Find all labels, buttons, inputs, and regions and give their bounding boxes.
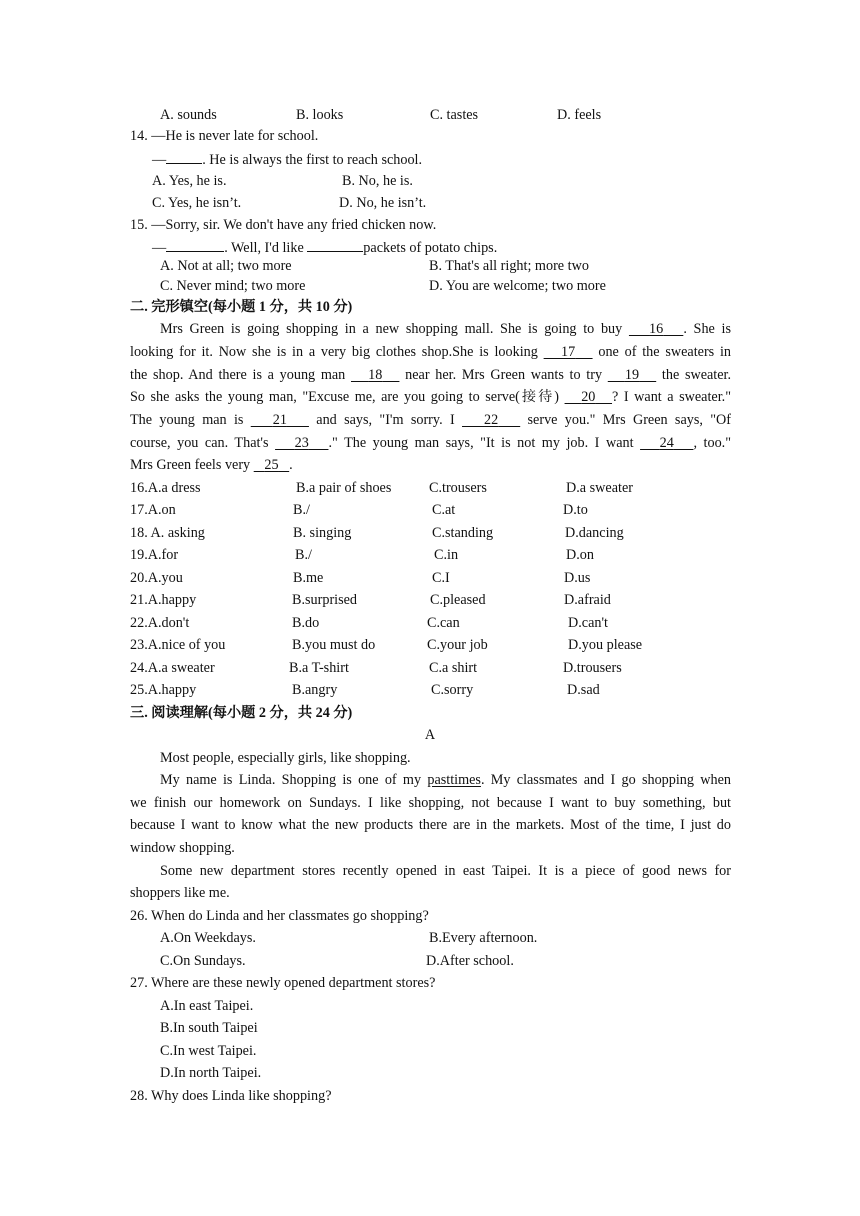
q27-option-b: B.In south Taipei	[160, 1020, 258, 1036]
q21-option-c: C.pleased	[430, 592, 486, 608]
q24-option-b: B.a T-shirt	[289, 660, 349, 676]
blank-22: 22	[484, 412, 499, 428]
blank-21: 21	[272, 412, 287, 428]
q14-option-b: B. No, he is.	[342, 173, 413, 189]
q25-option-c: C.sorry	[431, 682, 474, 698]
blank-25: 25	[264, 457, 279, 473]
cloze-line-6: course, you can. That's 23 ." The young man says, "It is not my job. I want 24 , too."	[130, 435, 732, 451]
q14-option-d: D. No, he isn’t.	[339, 195, 427, 211]
passage-a-p1: Most people, especially girls, like shopping.	[160, 750, 411, 766]
q15-reply-mid: . Well, I'd like	[224, 240, 308, 256]
q27-stem: 27. Where are these newly opened department stores?	[130, 975, 436, 991]
q26-option-d: D.After school.	[426, 953, 514, 969]
q28-stem: 28. Why does Linda like shopping?	[130, 1088, 332, 1104]
blank-16: 16	[649, 321, 664, 337]
q19-option-d: D.on	[566, 547, 594, 563]
passage-a-title: A	[424, 727, 436, 743]
q15-reply-dash: —	[152, 240, 167, 256]
q20-option-c: C.I	[432, 570, 450, 586]
section2-heading: 二. 完形镇空(每小题 1 分，共 10 分)	[130, 299, 353, 315]
q23-option-c: C.your job	[427, 637, 488, 653]
q25-option-d: D.sad	[567, 682, 600, 698]
q20-option-d: D.us	[564, 570, 591, 586]
q18-option-d: D.dancing	[565, 525, 624, 541]
q16-option-d: D.a sweater	[566, 480, 633, 496]
q27-option-a: A.In east Taipei.	[160, 998, 254, 1014]
q26-option-a: A.On Weekdays.	[160, 930, 256, 946]
q17-option-a: 17.A.on	[130, 502, 176, 518]
q16-option-b: B.a pair of shoes	[296, 480, 392, 496]
q23-option-a: 23.A.nice of you	[130, 637, 226, 653]
section3-heading: 三. 阅读理解(每小题 2 分，共 24 分)	[130, 705, 353, 721]
blank-17: 17	[561, 344, 576, 360]
q24-option-d: D.trousers	[563, 660, 622, 676]
underlined-word-pasttimes: pasttimes	[427, 772, 481, 788]
q15-blank-2	[307, 239, 363, 252]
q13-option-b: B. looks	[296, 107, 344, 123]
q16-option-c: C.trousers	[429, 480, 487, 496]
q15-option-d: D. You are welcome; two more	[429, 278, 606, 294]
q15-reply	[152, 239, 497, 255]
q24-option-c: C.a shirt	[429, 660, 478, 676]
passage-a-p3-line2: shoppers like me.	[130, 885, 230, 901]
q13-option-c: C. tastes	[430, 107, 479, 123]
cloze-line-5: The young man is 21 and says, "I'm sorry. I 22 serve you." Mrs Green says, "Of	[130, 412, 732, 428]
q23-option-d: D.you please	[568, 637, 643, 653]
q26-stem: 26. When do Linda and her classmates go shopping?	[130, 908, 429, 924]
blank-23: 23	[294, 435, 309, 451]
q15-option-b: B. That's all right; more two	[429, 258, 589, 274]
q14-option-a: A. Yes, he is.	[152, 173, 227, 189]
q26-option-b: B.Every afternoon.	[429, 930, 538, 946]
q25-option-b: B.angry	[292, 682, 338, 698]
q19-option-c: C.in	[434, 547, 459, 563]
q21-option-d: D.afraid	[564, 592, 611, 608]
q15-blank-1	[166, 239, 224, 252]
q21-option-b: B.surprised	[292, 592, 358, 608]
q17-option-c: C.at	[432, 502, 456, 518]
q18-option-c: C.standing	[432, 525, 494, 541]
q15-reply-post: packets of potato chips.	[363, 240, 498, 256]
q19-option-b: B./	[295, 547, 312, 563]
cloze-line-4: So she asks the young man, "Excuse me, are you going to serve(接待) 20 ? I want a sweater."	[130, 389, 731, 405]
q18-option-a: 18. A. asking	[130, 525, 205, 541]
q22-option-d: D.can't	[568, 615, 608, 631]
passage-a-p2-line2: we finish our homework on Sundays. I like shopping, not because I want to buy something, but	[130, 795, 731, 811]
q16-option-a: 16.A.a dress	[130, 480, 201, 496]
blank-24: 24	[659, 435, 674, 451]
q17-option-d: D.to	[563, 502, 588, 518]
passage-a-p2-line3: because I want to know what the new products there are in the markets. Most of the time, I just do	[130, 817, 731, 833]
q14-reply-text: . He is always the first to reach school.	[202, 152, 423, 168]
q25-option-a: 25.A.happy	[130, 682, 197, 698]
q24-option-a: 24.A.a sweater	[130, 660, 215, 676]
passage-a-p3-line1: Some new department stores recently opened in east Taipei. It is a piece of good news for	[160, 863, 731, 879]
passage-a-p2-line1: My name is Linda. Shopping is one of my pasttimes. My classmates and I go shopping when	[160, 772, 731, 788]
q14-reply-dash: —	[152, 152, 167, 168]
q27-option-c: C.In west Taipei.	[160, 1043, 257, 1059]
blank-18: 18	[368, 367, 383, 383]
q21-option-a: 21.A.happy	[130, 592, 197, 608]
q15-stem: 15. —Sorry, sir. We don't have any fried chicken now.	[130, 217, 437, 233]
cloze-line-7: Mrs Green feels very 25 .	[130, 457, 293, 473]
q13-option-d: D. feels	[557, 107, 602, 123]
passage-a-p2-line4: window shopping.	[130, 840, 235, 856]
q23-option-b: B.you must do	[292, 637, 376, 653]
q14-option-c: C. Yes, he isn’t.	[152, 195, 242, 211]
cloze-line-2: looking for it. Now she is in a very big clothes shop.She is looking 17 one of the sweaters in	[130, 344, 732, 360]
q14-stem: 14. —He is never late for school.	[130, 128, 319, 144]
q13-option-a: A. sounds	[160, 107, 217, 123]
q15-option-c: C. Never mind; two more	[160, 278, 306, 294]
q26-option-c: C.On Sundays.	[160, 953, 246, 969]
q14-reply	[152, 151, 422, 167]
q22-option-c: C.can	[427, 615, 460, 631]
q14-answer-blank	[166, 151, 202, 164]
q18-option-b: B. singing	[293, 525, 352, 541]
blank-19: 19	[624, 367, 640, 383]
blank-20: 20	[581, 389, 596, 405]
q19-option-a: 19.A.for	[130, 547, 179, 563]
q22-option-b: B.do	[292, 615, 320, 631]
cloze-line-1: Mrs Green is going shopping in a new shopping mall. She is going to buy 16 . She is	[160, 321, 731, 337]
q20-option-a: 20.A.you	[130, 570, 183, 586]
cloze-line-3: the shop. And there is a young man 18 near her. Mrs Green wants to try 19 the sweater.	[130, 367, 732, 383]
q15-option-a: A. Not at all; two more	[160, 258, 292, 274]
q22-option-a: 22.A.don't	[130, 615, 190, 631]
q27-option-d: D.In north Taipei.	[160, 1065, 262, 1081]
q20-option-b: B.me	[293, 570, 324, 586]
q17-option-b: B./	[293, 502, 310, 518]
